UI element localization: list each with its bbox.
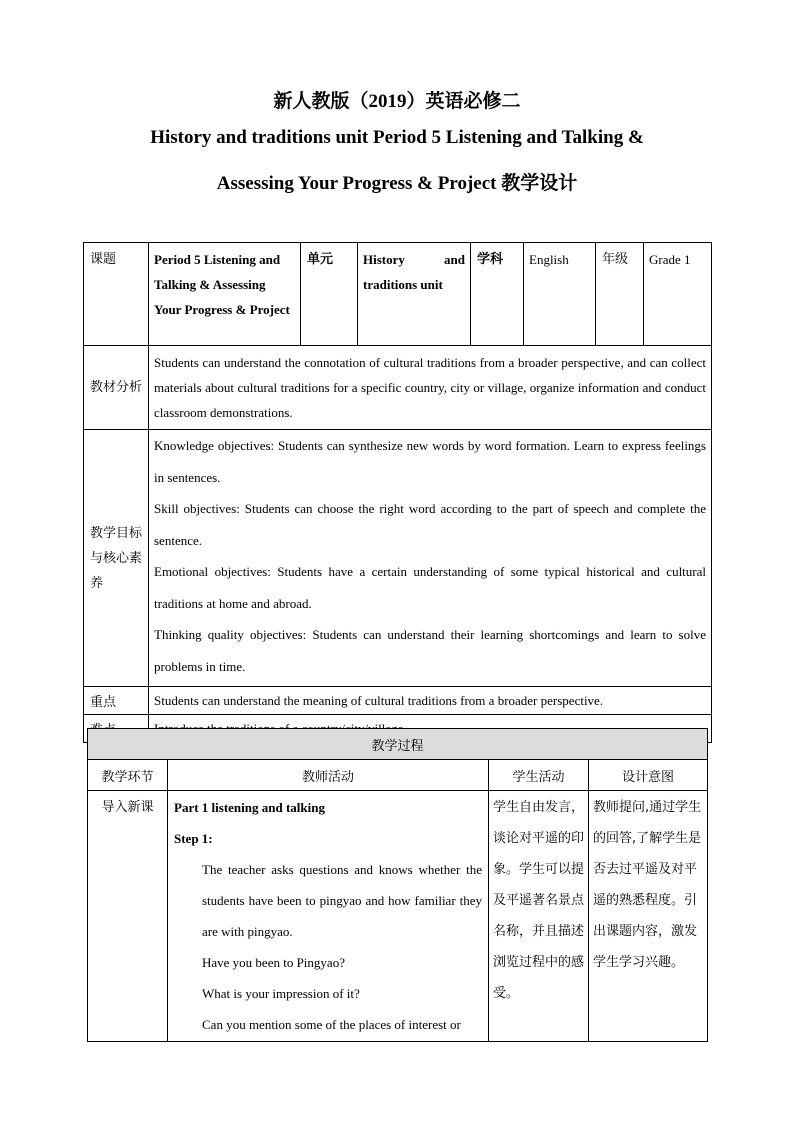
key-label: 重点	[84, 687, 149, 715]
process-column-row	[88, 760, 708, 791]
objective-knowledge: Knowledge objectives: Students can synthesize new words by word formation. Learn to express feelings in sentences.	[154, 438, 706, 485]
topic-value: Period 5 Listening and Talking & Assessing Your Progress & Project	[149, 243, 301, 346]
info-row-material	[84, 346, 712, 430]
objective-thinking: Thinking quality objectives: Students can understand their learning shortcomings and learn to solve problems in time.	[154, 627, 706, 674]
objectives-label: 教学目标与核心素养	[84, 430, 149, 687]
design-intent-cell: 教师提问,通过学生的回答,了解学生是否去过平遥及对平遥的熟悉程度。引出课题内容，激发学生学习兴趣。	[589, 791, 708, 1042]
material-label: 教材分析	[84, 346, 149, 430]
topic-label: 课题	[84, 243, 149, 346]
question-1: Have you been to Pingyao?	[202, 955, 345, 970]
col-student: 学生活动	[489, 760, 589, 791]
question-3: Can you mention some of the places of interest or	[202, 1017, 461, 1032]
key-text: Students can understand the meaning of cultural traditions from a broader perspective.	[149, 687, 712, 715]
objective-skill: Skill objectives: Students can choose the right word according to the part of speech and complete the sentence.	[154, 501, 706, 548]
student-activity-cell: 学生自由发言，谈论对平遥的印象。学生可以提及平遥著名景点名称，并且描述浏览过程中的感受。	[489, 791, 589, 1042]
process-header: 教学过程	[88, 729, 708, 760]
stage-cell: 导入新课	[88, 791, 168, 1042]
grade-value: Grade 1	[644, 243, 712, 346]
subject-value: English	[524, 243, 596, 346]
teaching-process-table	[87, 728, 708, 1042]
process-row-intro	[88, 791, 708, 1042]
step-heading: Step 1:	[174, 831, 213, 846]
question-2: What is your impression of it?	[202, 986, 360, 1001]
unit-value: History and traditions unit	[358, 243, 471, 346]
col-intent: 设计意图	[589, 760, 708, 791]
subject-label: 学科	[471, 243, 524, 346]
teacher-intro: The teacher asks questions and knows whether the students have been to pingyao and how familiar they are with pingyao.	[202, 862, 482, 939]
document-subtitle-line1: History and traditions unit Period 5 Listening and Talking &	[150, 127, 644, 148]
process-header-row	[88, 729, 708, 760]
material-text: Students can understand the connotation of cultural traditions from a broader perspective, and can collect materials about cultural traditions for a specific country, city or village, organize information and conduct classroom demonstrations.	[149, 346, 712, 430]
document-subtitle-line2: Assessing Your Progress & Project 教学设计	[216, 173, 578, 194]
grade-label: 年级	[596, 243, 644, 346]
info-row-objectives	[84, 430, 712, 687]
info-row-topic	[84, 243, 712, 346]
col-teacher: 教师活动	[168, 760, 489, 791]
document-title: 新人教版（2019）英语必修二	[273, 91, 521, 112]
objective-emotional: Emotional objectives: Students have a certain understanding of some typical historical and cultural traditions at home and abroad.	[154, 564, 706, 611]
part-heading: Part 1 listening and talking	[174, 800, 325, 815]
unit-label: 单元	[301, 243, 358, 346]
info-row-key	[84, 687, 712, 715]
lesson-info-table	[83, 242, 712, 743]
teacher-activity-cell	[168, 791, 489, 1042]
objectives-list	[149, 430, 712, 687]
col-stage: 教学环节	[88, 760, 168, 791]
